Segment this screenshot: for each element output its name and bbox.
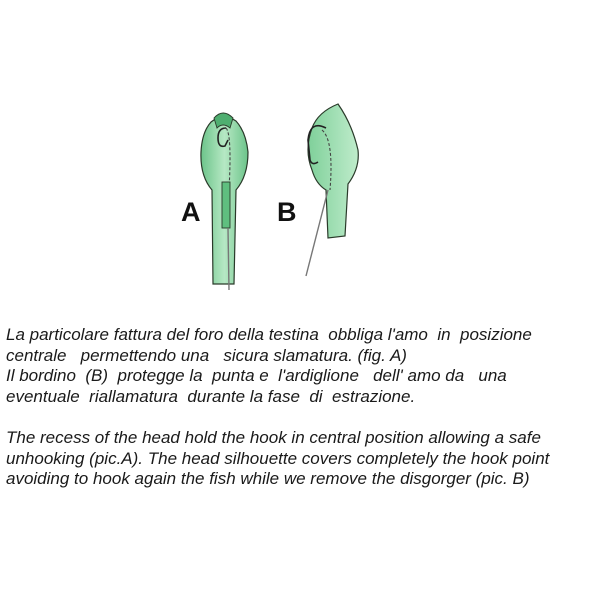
figure-b-label: B [277,197,297,227]
english-description [6,428,596,490]
italian-line: La particolare fattura del foro della testina obbliga l'amo in posizione [6,325,532,344]
figure-b-body [308,104,358,238]
italian-line: Il bordino (B) protegge la punta e l'ardiglione dell' amo da una [6,366,507,385]
figure-b-wire [306,190,328,276]
italian-description [6,325,596,407]
italian-line: eventuale riallamatura durante la fase di estrazione. [6,386,416,406]
figure-a-wire [228,228,229,290]
italian-line: centrale permettendo una sicura slamatura. (fig. A) [6,345,407,365]
english-line: The recess of the head hold the hook in central position allowing a safe [6,428,541,447]
figure-a-disgorger [201,113,248,290]
english-line: unhooking (pic.A). The head silhouette covers completely the hook point [6,448,550,468]
figure-b-disgorger [306,104,358,276]
figure-a-label: A [181,197,201,227]
english-line: avoiding to hook again the fish while we remove the disgorger (pic. B) [6,469,530,488]
